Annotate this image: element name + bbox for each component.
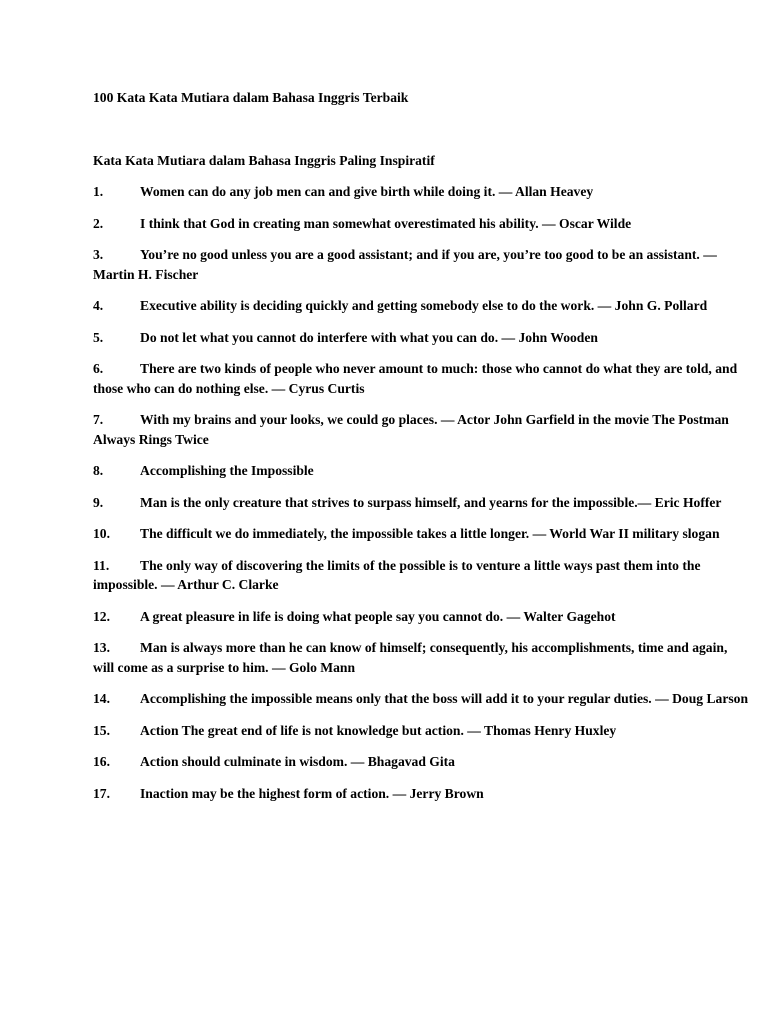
quote-number: 2. — [93, 215, 104, 231]
quote-list — [93, 182, 748, 803]
quote-number: 5. — [93, 329, 104, 345]
quote-text: The difficult we do immediately, the impossible takes a little longer. — World War II military slogan — [140, 526, 720, 541]
quote-number: 14. — [93, 691, 110, 706]
document-title: 100 Kata Kata Mutiara dalam Bahasa Inggris Terbaik — [93, 90, 409, 105]
quote-text: Do not let what you cannot do interfere with what you can do. — John Wooden — [140, 329, 598, 345]
quote-number: 9. — [93, 494, 104, 510]
quote-item — [93, 328, 748, 348]
quote-item — [93, 784, 748, 804]
document-page — [93, 88, 748, 815]
quote-text: You’re no good unless you are a good assistant; and if you are, you’re too good to be an assistant. — Martin H. Fischer — [93, 247, 717, 282]
quote-number: 16. — [93, 754, 110, 769]
quote-number: 3. — [93, 247, 104, 262]
quote-item — [93, 721, 748, 741]
quote-number: 6. — [93, 361, 104, 376]
quote-item — [93, 556, 748, 595]
quote-text: I think that God in creating man somewhat overestimated his ability. — Oscar Wilde — [140, 215, 632, 231]
quote-text: Action should culminate in wisdom. — Bhagavad Gita — [140, 754, 455, 769]
quote-item — [93, 493, 748, 513]
quote-item — [93, 359, 748, 398]
quote-number: 15. — [93, 722, 110, 738]
quote-item — [93, 607, 748, 627]
quote-item — [93, 461, 748, 481]
quote-text: Executive ability is deciding quickly and getting somebody else to do the work. — John G. Pollard — [140, 298, 708, 313]
document-subtitle: Kata Kata Mutiara dalam Bahasa Inggris Paling Inspiratif — [93, 152, 435, 168]
quote-text: Man is always more than he can know of himself; consequently, his accomplishments, time and again, will come as a surprise to him. — Golo Mann — [93, 640, 728, 675]
quote-item — [93, 182, 748, 202]
quote-number: 8. — [93, 463, 104, 478]
quote-text: The only way of discovering the limits of the possible is to venture a little ways past them into the impossible. — Arthur C. Clarke — [93, 557, 701, 592]
quote-text: Accomplishing the Impossible — [140, 463, 314, 478]
quote-text: Inaction may be the highest form of action. — Jerry Brown — [140, 785, 484, 801]
quote-item — [93, 214, 748, 234]
quote-number: 11. — [93, 557, 110, 573]
quote-number: 12. — [93, 608, 110, 624]
quote-text: With my brains and your looks, we could go places. — Actor John Garfield in the movie The Postman Always Rings Twice — [93, 412, 729, 447]
quote-item — [93, 752, 748, 772]
quote-item — [93, 410, 748, 449]
quote-number: 4. — [93, 298, 104, 313]
quote-number: 7. — [93, 412, 104, 427]
quote-number: 10. — [93, 526, 110, 541]
quote-item — [93, 245, 748, 284]
quote-item — [93, 296, 748, 316]
quote-item — [93, 524, 748, 544]
quote-text: There are two kinds of people who never amount to much: those who cannot do what they are told, and those who can do nothing else. — Cyrus Curtis — [93, 361, 738, 396]
quote-item — [93, 638, 748, 677]
quote-item — [93, 689, 748, 709]
quote-text: Accomplishing the impossible means only that the boss will add it to your regular duties. — Doug Larson — [140, 691, 749, 706]
quote-text: Man is the only creature that strives to surpass himself, and yearns for the impossible.— Eric Hoffer — [140, 494, 722, 510]
quote-text: A great pleasure in life is doing what people say you cannot do. — Walter Gagehot — [140, 608, 616, 624]
quote-number: 17. — [93, 785, 110, 801]
quote-number: 13. — [93, 640, 110, 655]
quote-text: Women can do any job men can and give birth while doing it. — Allan Heavey — [140, 184, 594, 199]
quote-text: Action The great end of life is not knowledge but action. — Thomas Henry Huxley — [140, 722, 617, 738]
quote-number: 1. — [93, 184, 104, 199]
